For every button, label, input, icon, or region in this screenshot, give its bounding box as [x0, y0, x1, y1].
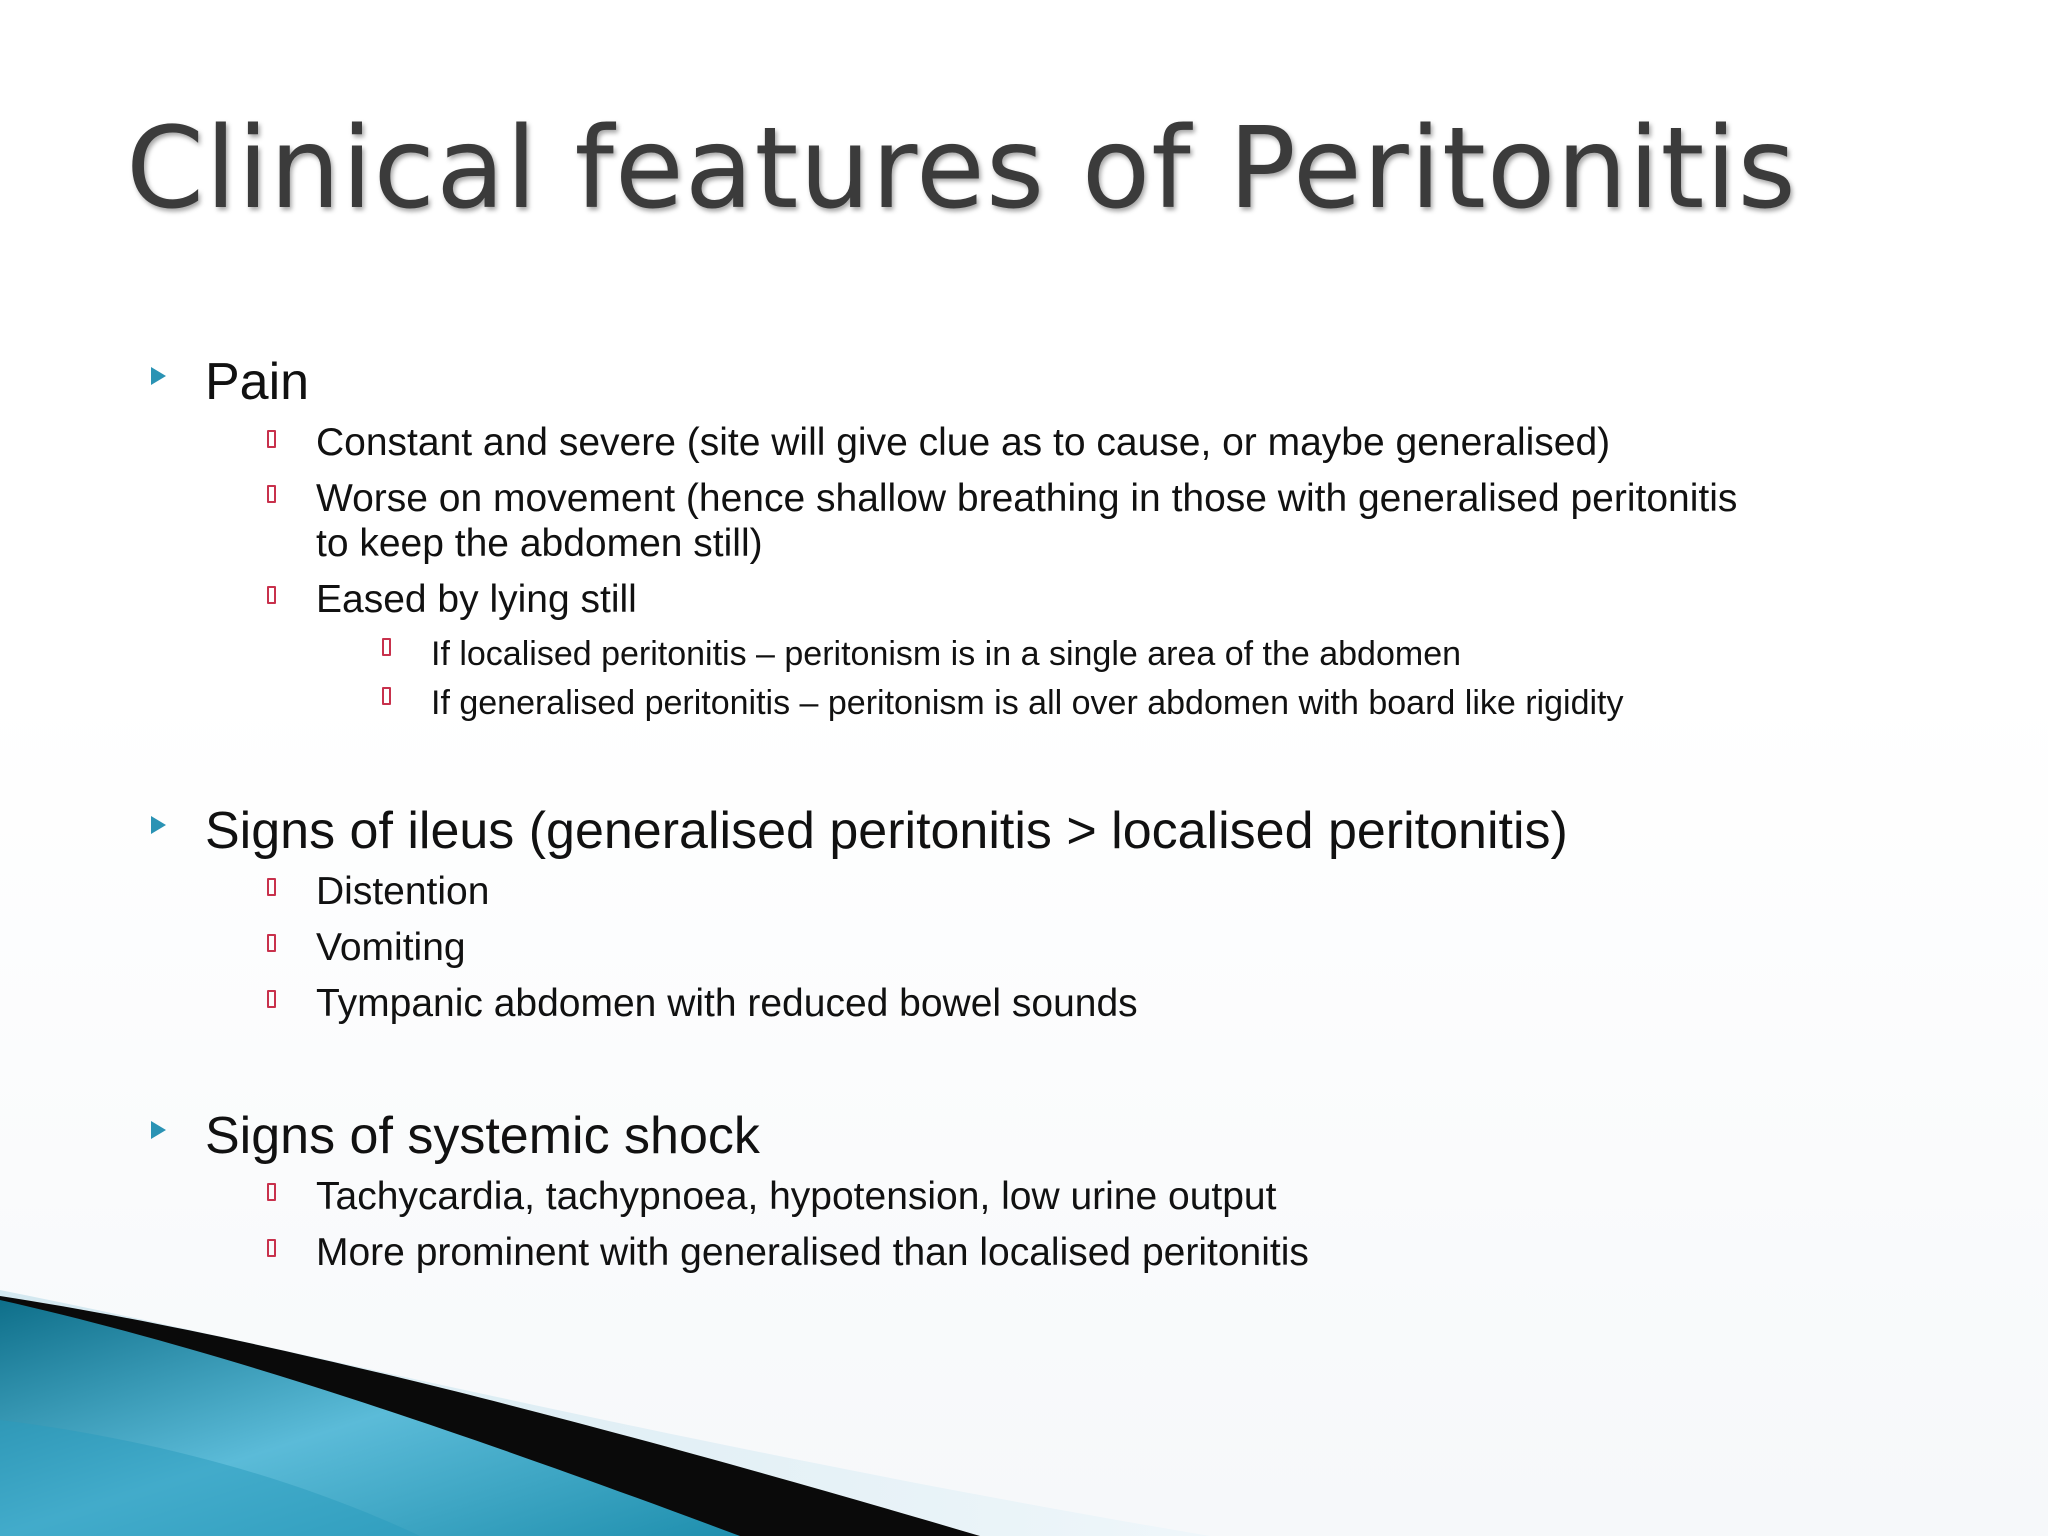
list-item: Vomiting [316, 926, 466, 969]
level2-bullet-icon [267, 990, 276, 1008]
level2-bullet-icon [267, 586, 276, 604]
list-item: Tympanic abdomen with reduced bowel sounds [316, 982, 1138, 1025]
level2-bullet-icon [267, 430, 276, 448]
level2-bullet-icon [267, 1239, 276, 1257]
list-item: Distention [316, 870, 490, 913]
level2-bullet-icon [267, 878, 276, 896]
sub-list-item: If localised peritonitis – peritonism is in a single area of the abdomen [431, 635, 1462, 673]
level3-bullet-icon [382, 687, 391, 705]
sub-list-item: If generalised peritonitis – peritonism is all over abdomen with board like rigidity [431, 684, 1624, 722]
level1-bullet-icon [151, 1121, 166, 1139]
section-heading-ileus: Signs of ileus (generalised peritonitis > localised peritonitis) [205, 802, 1568, 860]
list-item: Worse on movement (hence shallow breathing in those with generalised peritonitis [316, 477, 1738, 520]
section-heading-shock: Signs of systemic shock [205, 1107, 760, 1165]
slide-title: Clinical features of Peritonitis [126, 104, 1797, 234]
level2-bullet-icon [267, 1183, 276, 1201]
list-item-continuation: to keep the abdomen still) [316, 522, 763, 565]
level2-bullet-icon [267, 934, 276, 952]
list-item: Constant and severe (site will give clue as to cause, or maybe generalised) [316, 421, 1611, 464]
list-item: Tachycardia, tachypnoea, hypotension, low urine output [316, 1175, 1277, 1218]
level1-bullet-icon [151, 367, 166, 385]
level2-bullet-icon [267, 485, 276, 503]
list-item: Eased by lying still [316, 578, 637, 621]
level1-bullet-icon [151, 816, 166, 834]
level3-bullet-icon [382, 638, 391, 656]
list-item: More prominent with generalised than localised peritonitis [316, 1231, 1309, 1274]
section-heading-pain: Pain [205, 353, 310, 411]
